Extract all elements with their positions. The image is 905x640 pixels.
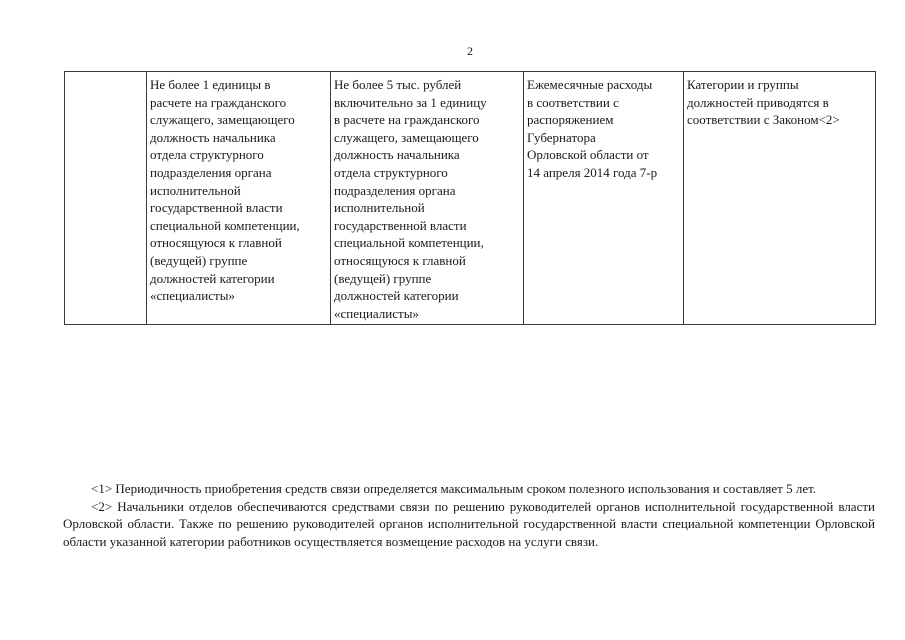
document-table	[64, 71, 876, 325]
table-cell-monthly-expenses: Ежемесячные расходы в соответствии с распоряжением Губернатора Орловской области от 14 апреля 2014 года 7-р	[524, 72, 684, 325]
table-cell-quantity-norm: Не более 1 единицы в расчете на гражданского служащего, замещающего должность начальника отдела структурного подразделения органа исполнительной государственной власти специальной компетенции, относящуюся к главной (ведущей) группе должностей категории «специалисты»	[147, 72, 331, 325]
table-cell-position-categories: Категории и группы должностей приводятся в соответствии с Законом<2>	[684, 72, 876, 325]
footnotes	[63, 480, 875, 550]
footnote-2: <2> Начальники отделов обеспечиваются средствами связи по решению руководителей органов исполнительной государственной власти Орловской области. Также по решению руководителей органов исполнительной государственной власти специальной компетенции Орловской области указанной категории работников осуществляется возмещение расходов на услуги связи.	[63, 498, 875, 549]
page-number: 2	[467, 44, 473, 58]
footnote-1: <1> Периодичность приобретения средств связи определяется максимальным сроком полезного использования и составляет 5 лет.	[91, 481, 817, 496]
table-cell-price-limit: Не более 5 тыс. рублей включительно за 1 единицу в расчете на гражданского служащего, замещающего должность начальника отдела структурного подразделения органа исполнительной государственной власти специальной компетенции, относящуюся к главной (ведущей) группе должностей категории «специалисты»	[331, 72, 524, 325]
table-cell-empty	[65, 72, 147, 325]
table-row	[65, 72, 876, 325]
